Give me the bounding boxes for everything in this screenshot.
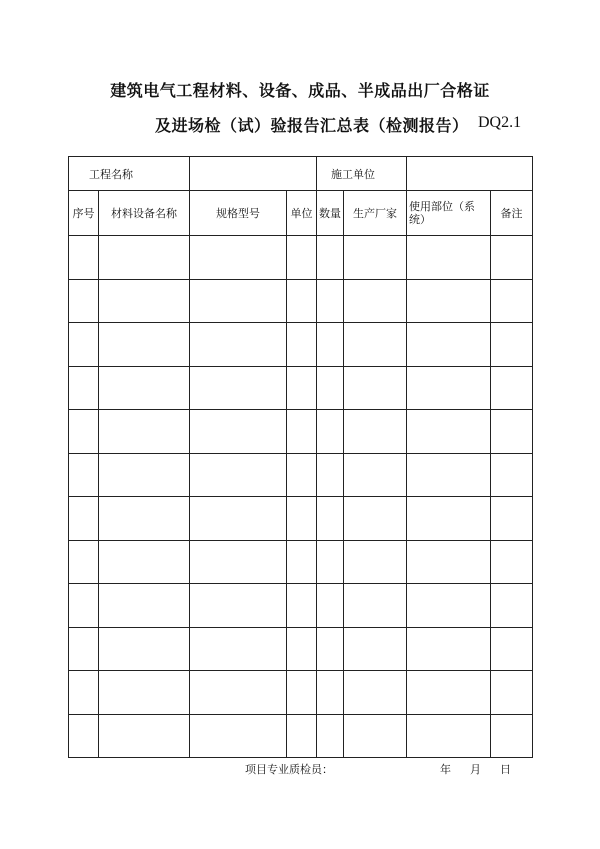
cell-seq[interactable] [69,627,99,671]
form-code: DQ2.1 [478,114,522,131]
cell-unit[interactable] [287,323,317,367]
cell-manufacturer[interactable] [344,627,407,671]
cell-material-name[interactable] [99,453,190,497]
cell-seq[interactable] [69,236,99,280]
cell-seq[interactable] [69,279,99,323]
cell-spec-model[interactable] [190,584,287,628]
cell-unit[interactable] [287,540,317,584]
cell-seq[interactable] [69,453,99,497]
col-header-remarks: 备注 [491,191,533,236]
project-name-label: 工程名称 [69,157,190,191]
cell-manufacturer[interactable] [344,540,407,584]
table-row [69,453,533,497]
cell-manufacturer[interactable] [344,714,407,758]
project-name-value[interactable] [190,157,317,191]
cell-quantity[interactable] [317,671,344,715]
cell-spec-model[interactable] [190,540,287,584]
table-row [69,671,533,715]
cell-spec-model[interactable] [190,410,287,454]
cell-quantity[interactable] [317,714,344,758]
cell-manufacturer[interactable] [344,671,407,715]
cell-material-name[interactable] [99,714,190,758]
cell-manufacturer[interactable] [344,323,407,367]
month-label: 月 [470,763,481,776]
cell-seq[interactable] [69,584,99,628]
cell-material-name[interactable] [99,410,190,454]
cell-remarks[interactable] [491,279,533,323]
cell-spec-model[interactable] [190,323,287,367]
date-fields [440,761,511,777]
cell-material-name[interactable] [99,540,190,584]
cell-remarks[interactable] [491,410,533,454]
col-header-usage-location: 使用部位（系统） [407,191,491,236]
cell-quantity[interactable] [317,584,344,628]
cell-quantity[interactable] [317,366,344,410]
cell-usage-location[interactable] [407,323,491,367]
cell-remarks[interactable] [491,627,533,671]
cell-material-name[interactable] [99,366,190,410]
cell-remarks[interactable] [491,497,533,541]
cell-material-name[interactable] [99,497,190,541]
cell-unit[interactable] [287,497,317,541]
cell-quantity[interactable] [317,540,344,584]
data-rows [69,236,533,758]
cell-usage-location[interactable] [407,540,491,584]
cell-spec-model[interactable] [190,236,287,280]
cell-usage-location[interactable] [407,627,491,671]
summary-table [68,156,533,758]
table-row [69,497,533,541]
cell-spec-model[interactable] [190,453,287,497]
contractor-label: 施工单位 [317,157,407,191]
column-header-row [69,191,533,236]
cell-spec-model[interactable] [190,627,287,671]
cell-seq[interactable] [69,714,99,758]
cell-manufacturer[interactable] [344,366,407,410]
table-row [69,540,533,584]
cell-spec-model[interactable] [190,497,287,541]
cell-unit[interactable] [287,453,317,497]
cell-material-name[interactable] [99,323,190,367]
cell-usage-location[interactable] [407,497,491,541]
cell-seq[interactable] [69,323,99,367]
cell-remarks[interactable] [491,584,533,628]
col-header-spec-model: 规格型号 [190,191,287,236]
table-row [69,714,533,758]
cell-unit[interactable] [287,714,317,758]
col-header-quantity: 数量 [317,191,344,236]
table-row [69,323,533,367]
cell-unit[interactable] [287,410,317,454]
cell-quantity[interactable] [317,323,344,367]
cell-manufacturer[interactable] [344,279,407,323]
cell-manufacturer[interactable] [344,236,407,280]
cell-unit[interactable] [287,236,317,280]
table-row [69,366,533,410]
cell-seq[interactable] [69,410,99,454]
cell-spec-model[interactable] [190,279,287,323]
cell-material-name[interactable] [99,671,190,715]
cell-manufacturer[interactable] [344,497,407,541]
inspector-label: 项目专业质检员： [245,763,333,776]
col-header-material-name: 材料设备名称 [99,191,190,236]
cell-quantity[interactable] [317,279,344,323]
cell-remarks[interactable] [491,453,533,497]
cell-quantity[interactable] [317,627,344,671]
cell-unit[interactable] [287,584,317,628]
cell-spec-model[interactable] [190,714,287,758]
cell-remarks[interactable] [491,236,533,280]
cell-manufacturer[interactable] [344,584,407,628]
cell-remarks[interactable] [491,714,533,758]
table-row [69,410,533,454]
day-label: 日 [500,763,511,776]
form-title-line2: 及进场检（试）验报告汇总表（检测报告） [155,116,469,135]
table-row [69,279,533,323]
cell-usage-location[interactable] [407,279,491,323]
cell-usage-location[interactable] [407,236,491,280]
cell-material-name[interactable] [99,627,190,671]
cell-material-name[interactable] [99,584,190,628]
cell-seq[interactable] [69,366,99,410]
cell-usage-location[interactable] [407,366,491,410]
table-row [69,236,533,280]
cell-unit[interactable] [287,366,317,410]
cell-material-name[interactable] [99,236,190,280]
cell-remarks[interactable] [491,540,533,584]
cell-usage-location[interactable] [407,410,491,454]
table-row [69,584,533,628]
contractor-value[interactable] [407,157,533,191]
cell-material-name[interactable] [99,279,190,323]
cell-seq[interactable] [69,497,99,541]
cell-usage-location[interactable] [407,453,491,497]
form-title-line1: 建筑电气工程材料、设备、成品、半成品出厂合格证 [110,81,490,100]
cell-remarks[interactable] [491,323,533,367]
year-label: 年 [440,763,451,776]
col-header-seq: 序号 [69,191,99,236]
cell-spec-model[interactable] [190,671,287,715]
cell-quantity[interactable] [317,453,344,497]
cell-usage-location[interactable] [407,671,491,715]
cell-usage-location[interactable] [407,714,491,758]
cell-unit[interactable] [287,279,317,323]
cell-spec-model[interactable] [190,366,287,410]
cell-unit[interactable] [287,627,317,671]
col-header-unit: 单位 [287,191,317,236]
cell-quantity[interactable] [317,497,344,541]
cell-seq[interactable] [69,671,99,715]
table-row [69,627,533,671]
cell-manufacturer[interactable] [344,410,407,454]
cell-quantity[interactable] [317,410,344,454]
cell-quantity[interactable] [317,236,344,280]
cell-unit[interactable] [287,671,317,715]
cell-remarks[interactable] [491,671,533,715]
cell-manufacturer[interactable] [344,453,407,497]
project-info-row [69,157,533,191]
cell-remarks[interactable] [491,366,533,410]
cell-usage-location[interactable] [407,584,491,628]
col-header-manufacturer: 生产厂家 [344,191,407,236]
cell-seq[interactable] [69,540,99,584]
